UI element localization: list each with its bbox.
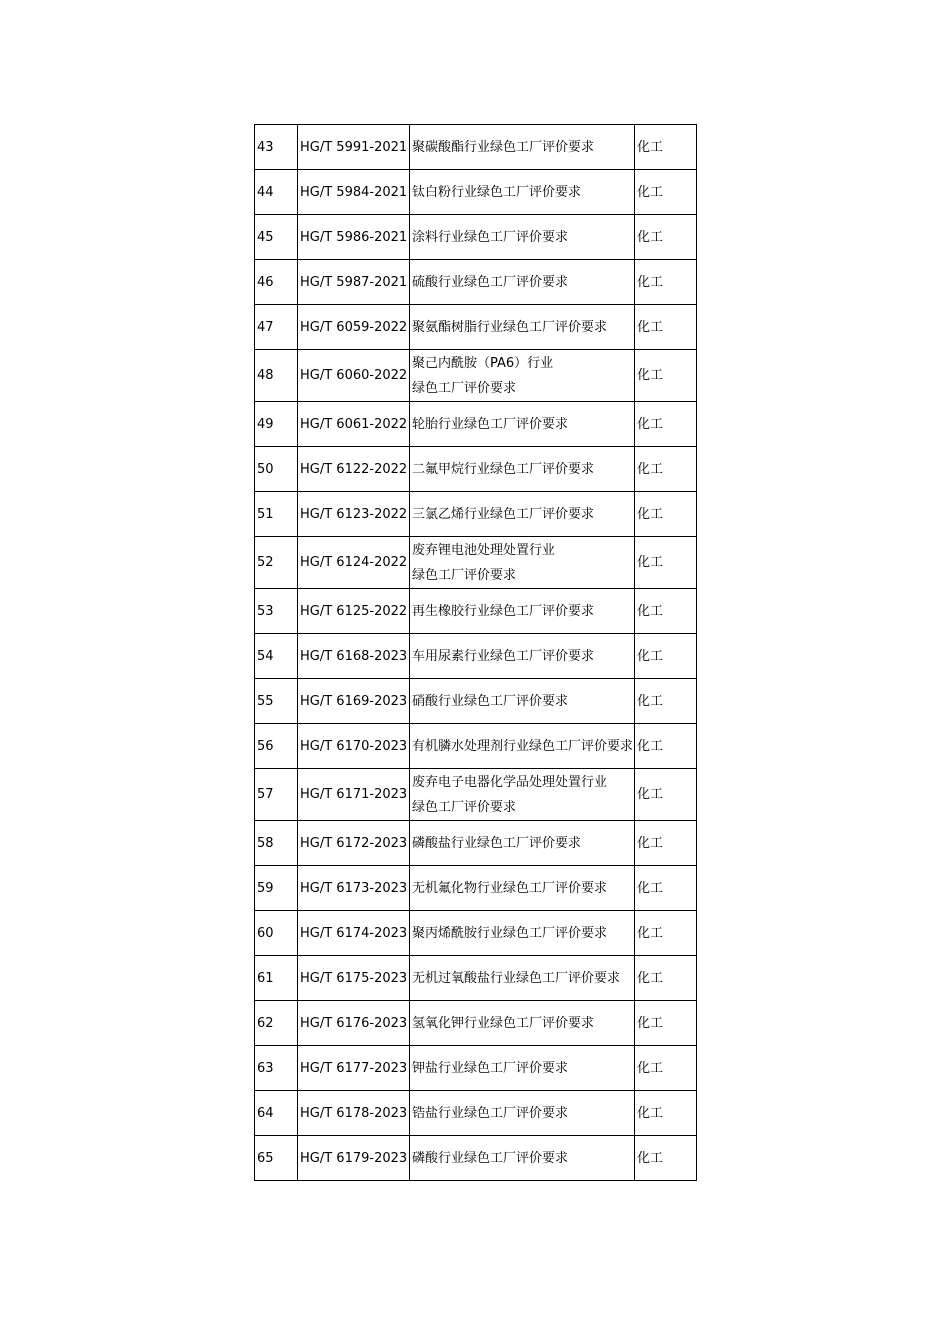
standard-code-cell: HG/T 6124-2022: [298, 537, 410, 589]
row-number-cell: 65: [255, 1136, 298, 1181]
standard-name-line: 绿色工厂评价要求: [412, 799, 517, 815]
category-cell: 化工: [635, 634, 697, 679]
row-number-cell: 49: [255, 402, 298, 447]
category-cell: 化工: [635, 402, 697, 447]
standard-name-cell: [410, 537, 635, 589]
row-number-cell: 57: [255, 769, 298, 821]
category-cell: 化工: [635, 492, 697, 537]
standard-name-cell: [410, 679, 635, 724]
category-cell: 化工: [635, 956, 697, 1001]
standard-name-cell: [410, 170, 635, 215]
category-cell: 化工: [635, 215, 697, 260]
category-cell: 化工: [635, 1001, 697, 1046]
standard-code-cell: HG/T 6175-2023: [298, 956, 410, 1001]
row-number-cell: 48: [255, 350, 298, 402]
row-number-cell: 55: [255, 679, 298, 724]
category-cell: 化工: [635, 679, 697, 724]
standard-code-cell: HG/T 6179-2023: [298, 1136, 410, 1181]
standard-name-cell: [410, 589, 635, 634]
standard-name-line: 二氟甲烷行业绿色工厂评价要求: [412, 461, 595, 477]
standard-code-cell: HG/T 6059-2022: [298, 305, 410, 350]
standards-table: [254, 124, 697, 1181]
standard-code-cell: HG/T 5984-2021: [298, 170, 410, 215]
standard-name-cell: [410, 1001, 635, 1046]
category-cell: 化工: [635, 305, 697, 350]
standard-name-line: 聚丙烯酰胺行业绿色工厂评价要求: [412, 925, 608, 941]
table-row: [255, 447, 697, 492]
standard-name-line: 聚己内酰胺（PA6）行业: [412, 355, 554, 371]
row-number-cell: 46: [255, 260, 298, 305]
standard-name-line: 硫酸行业绿色工厂评价要求: [412, 274, 569, 290]
standard-code-cell: HG/T 6122-2022: [298, 447, 410, 492]
category-cell: 化工: [635, 589, 697, 634]
category-cell: 化工: [635, 821, 697, 866]
standard-code-cell: HG/T 6061-2022: [298, 402, 410, 447]
standard-name-line: 磷酸行业绿色工厂评价要求: [412, 1150, 569, 1166]
standard-name-cell: [410, 260, 635, 305]
standard-name-cell: [410, 911, 635, 956]
standard-name-line: 无机过氧酸盐行业绿色工厂评价要求: [412, 970, 621, 986]
row-number-cell: 45: [255, 215, 298, 260]
row-number-cell: 58: [255, 821, 298, 866]
standard-code-cell: HG/T 6173-2023: [298, 866, 410, 911]
category-cell: 化工: [635, 447, 697, 492]
standard-name-line: 有机膦水处理剂行业绿色工厂评价要求: [412, 738, 634, 754]
row-number-cell: 50: [255, 447, 298, 492]
standard-code-cell: HG/T 6176-2023: [298, 1001, 410, 1046]
standard-name-line: 再生橡胶行业绿色工厂评价要求: [412, 603, 595, 619]
standard-name-line: 聚碳酸酯行业绿色工厂评价要求: [412, 139, 595, 155]
standard-name-cell: [410, 821, 635, 866]
standard-code-cell: HG/T 5986-2021: [298, 215, 410, 260]
row-number-cell: 56: [255, 724, 298, 769]
table-row: [255, 125, 697, 170]
table-row: [255, 866, 697, 911]
row-number-cell: 63: [255, 1046, 298, 1091]
standards-table-body: [255, 125, 697, 1181]
table-row: [255, 724, 697, 769]
category-cell: 化工: [635, 537, 697, 589]
row-number-cell: 52: [255, 537, 298, 589]
row-number-cell: 43: [255, 125, 298, 170]
standard-code-cell: HG/T 6060-2022: [298, 350, 410, 402]
table-row: [255, 1091, 697, 1136]
standard-name-line: 钛白粉行业绿色工厂评价要求: [412, 184, 582, 200]
table-row: [255, 1001, 697, 1046]
category-cell: 化工: [635, 911, 697, 956]
standard-name-line: 车用尿素行业绿色工厂评价要求: [412, 648, 595, 664]
category-cell: 化工: [635, 260, 697, 305]
standard-name-line: 锆盐行业绿色工厂评价要求: [412, 1105, 569, 1121]
standard-name-line: 绿色工厂评价要求: [412, 567, 517, 583]
standard-code-cell: HG/T 6174-2023: [298, 911, 410, 956]
table-row: [255, 537, 697, 589]
standard-name-cell: [410, 492, 635, 537]
table-row: [255, 1136, 697, 1181]
standard-name-cell: [410, 1091, 635, 1136]
standard-code-cell: HG/T 6168-2023: [298, 634, 410, 679]
row-number-cell: 60: [255, 911, 298, 956]
standard-name-cell: [410, 1136, 635, 1181]
standard-name-cell: [410, 866, 635, 911]
standard-code-cell: HG/T 6171-2023: [298, 769, 410, 821]
standard-name-cell: [410, 350, 635, 402]
table-row: [255, 911, 697, 956]
row-number-cell: 61: [255, 956, 298, 1001]
standard-name-cell: [410, 634, 635, 679]
standard-code-cell: HG/T 6125-2022: [298, 589, 410, 634]
standard-code-cell: HG/T 6172-2023: [298, 821, 410, 866]
standard-name-line: 硝酸行业绿色工厂评价要求: [412, 693, 569, 709]
category-cell: 化工: [635, 866, 697, 911]
category-cell: 化工: [635, 1091, 697, 1136]
standard-code-cell: HG/T 6170-2023: [298, 724, 410, 769]
table-row: [255, 821, 697, 866]
table-row: [255, 260, 697, 305]
standard-name-line: 钾盐行业绿色工厂评价要求: [412, 1060, 569, 1076]
row-number-cell: 44: [255, 170, 298, 215]
standard-name-cell: [410, 215, 635, 260]
standard-name-cell: [410, 447, 635, 492]
standard-name-line: 氢氧化钾行业绿色工厂评价要求: [412, 1015, 595, 1031]
standard-code-cell: HG/T 6177-2023: [298, 1046, 410, 1091]
table-row: [255, 634, 697, 679]
standard-code-cell: HG/T 5991-2021: [298, 125, 410, 170]
standard-name-cell: [410, 956, 635, 1001]
row-number-cell: 47: [255, 305, 298, 350]
standard-code-cell: HG/T 6178-2023: [298, 1091, 410, 1136]
table-row: [255, 589, 697, 634]
table-row: [255, 492, 697, 537]
table-row: [255, 215, 697, 260]
standard-code-cell: HG/T 6123-2022: [298, 492, 410, 537]
row-number-cell: 62: [255, 1001, 298, 1046]
standard-name-cell: [410, 769, 635, 821]
row-number-cell: 51: [255, 492, 298, 537]
row-number-cell: 53: [255, 589, 298, 634]
table-row: [255, 402, 697, 447]
standard-name-cell: [410, 305, 635, 350]
standard-name-line: 涂料行业绿色工厂评价要求: [412, 229, 569, 245]
row-number-cell: 54: [255, 634, 298, 679]
table-row: [255, 305, 697, 350]
table-row: [255, 956, 697, 1001]
table-row: [255, 769, 697, 821]
table-row: [255, 1046, 697, 1091]
standard-name-cell: [410, 1046, 635, 1091]
category-cell: 化工: [635, 125, 697, 170]
table-row: [255, 350, 697, 402]
standard-name-line: 废弃电子电器化学品处理处置行业: [412, 774, 608, 790]
standard-name-line: 聚氨酯树脂行业绿色工厂评价要求: [412, 319, 608, 335]
category-cell: 化工: [635, 1136, 697, 1181]
category-cell: 化工: [635, 724, 697, 769]
standard-code-cell: HG/T 6169-2023: [298, 679, 410, 724]
standard-name-line: 废弃锂电池处理处置行业: [412, 542, 556, 558]
standard-code-cell: HG/T 5987-2021: [298, 260, 410, 305]
standard-name-line: 轮胎行业绿色工厂评价要求: [412, 416, 569, 432]
row-number-cell: 59: [255, 866, 298, 911]
standard-name-cell: [410, 724, 635, 769]
standard-name-cell: [410, 125, 635, 170]
category-cell: 化工: [635, 170, 697, 215]
category-cell: 化工: [635, 1046, 697, 1091]
table-row: [255, 170, 697, 215]
standard-name-line: 磷酸盐行业绿色工厂评价要求: [412, 835, 582, 851]
standard-name-line: 绿色工厂评价要求: [412, 380, 517, 396]
standard-name-line: 无机氟化物行业绿色工厂评价要求: [412, 880, 608, 896]
standard-name-cell: [410, 402, 635, 447]
row-number-cell: 64: [255, 1091, 298, 1136]
table-row: [255, 679, 697, 724]
category-cell: 化工: [635, 350, 697, 402]
category-cell: 化工: [635, 769, 697, 821]
standard-name-line: 三氯乙烯行业绿色工厂评价要求: [412, 506, 595, 522]
